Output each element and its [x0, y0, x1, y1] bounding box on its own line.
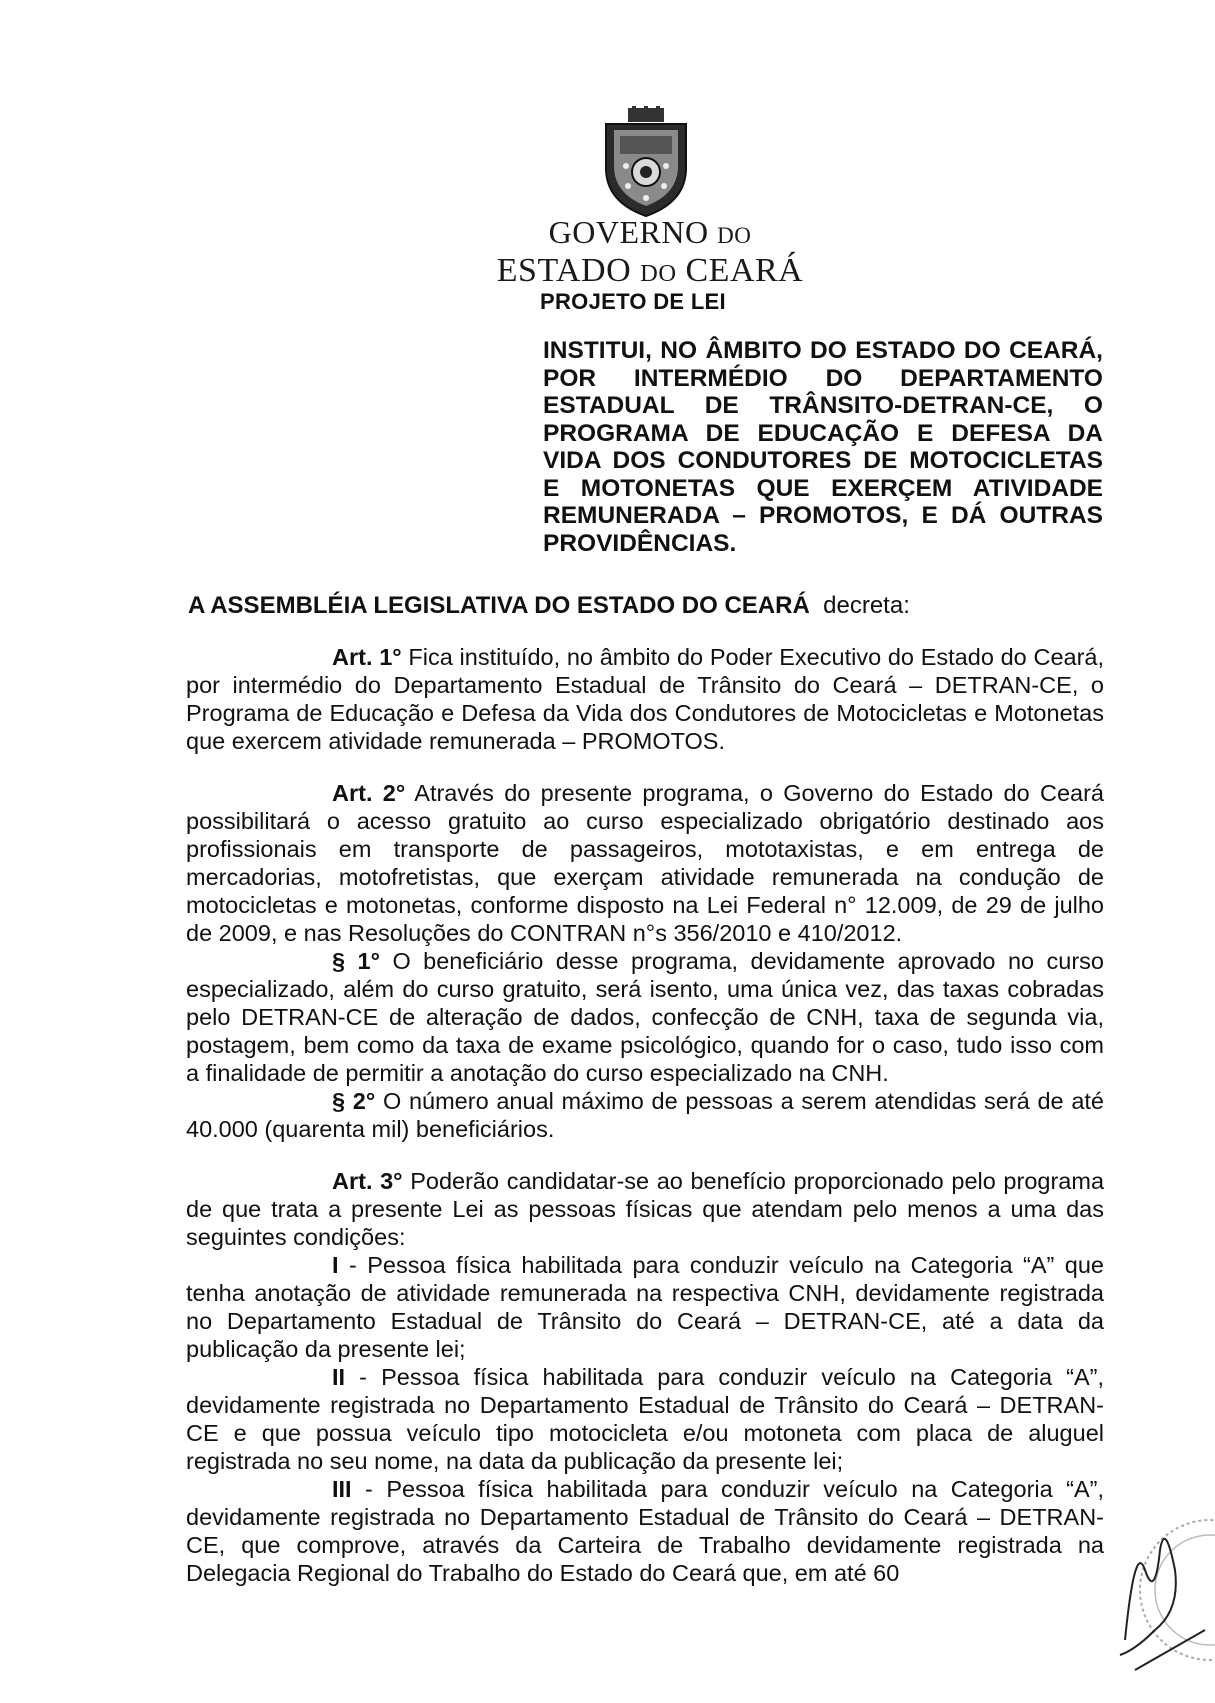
article-3-item-ii: II - Pessoa física habilitada para conduzir veículo na Categoria “A”, devidamente registrada no Departamento Estadual de Trânsito do Ceará – DETRAN-CE e que possua veículo tipo motocicleta e/ou motoneta com placa de aluguel registrada no seu nome, na data da publicação da presente lei;: [186, 1364, 1104, 1474]
article-1: Art. 1° Fica instituído, no âmbito do Poder Executivo do Estado do Ceará, por intermédio do Departamento Estadual de Trânsito do Ceará – DETRAN-CE, o Programa de Educação e Defesa da Vida dos Condutores de Motocicletas e Motonetas que exercem atividade remunerada – PROMOTOS.: [186, 644, 1105, 754]
handwritten-signature-icon: [1120, 1539, 1205, 1670]
law-body: [186, 643, 1104, 1587]
article-3-item-iii: III - Pessoa física habilitada para conduzir veículo na Categoria “A”, devidamente registrada no Departamento Estadual de Trânsito do Ceará – DETRAN-CE, que comprove, através da Carteira de Trabalho devidamente registrada na Delegacia Regional do Trabalho do Estado do Ceará que, em até 60: [186, 1476, 1104, 1586]
article-3-item-i: I - Pessoa física habilitada para conduzir veículo na Categoria “A” que tenha anotação de atividade remunerada na respectiva CNH, devidamente registrada no Departamento Estadual de Trânsito do Ceará – DETRAN-CE, até a data da publicação da presente lei;: [186, 1252, 1105, 1362]
government-title-line2: ESTADO DO CEARÁ: [496, 252, 804, 289]
article-2-paragraph-1: § 1° O beneficiário desse programa, devidamente aprovado no curso especializado, além do curso gratuito, será isento, uma única vez, das taxas cobradas pelo DETRAN-CE de alteração de dados, confecção de CNH, taxa de segunda via, postagem, bem como da taxa de exame psicológico, quando for o caso, tudo isso com a finalidade de permitir a anotação do curso especializado na CNH.: [186, 948, 1104, 1086]
article-2: Art. 2° Através do presente programa, o Governo do Estado do Ceará possibilitará o acesso gratuito ao curso especializado obrigatório destinado aos profissionais em transporte de passageiros, mototaxistas, e em entrega de mercadorias, motofretistas, que exerçam atividade remunerada na condução de motocicletas e motonetas, conforme disposto na Lei Federal n° 12.009, de 29 de julho de 2009, e nas Resoluções do CONTRAN n°s 356/2010 e 410/2012.: [186, 780, 1105, 946]
official-seal-stamp-icon: [1115, 1480, 1215, 1680]
ceara-coat-of-arms-icon: [598, 106, 694, 218]
enacting-clause: A ASSEMBLÉIA LEGISLATIVA DO ESTADO DO CEARÁ decreta:: [188, 592, 910, 619]
article-2-paragraph-2: § 2° O número anual máximo de pessoas a serem atendidas será de até 40.000 (quarenta mil) beneficiários.: [186, 1088, 1104, 1142]
document-type: PROJETO DE LEI: [540, 289, 726, 314]
government-title-line1: GOVERNO DO: [548, 214, 752, 250]
ementa: INSTITUI, NO ÂMBITO DO ESTADO DO CEARÁ, POR INTERMÉDIO DO DEPARTAMENTO ESTADUAL DE TRÂNSITO-DETRAN-CE, O PROGRAMA DE EDUCAÇÃO E DEFESA DA VIDA DOS CONDUTORES DE MOTOCICLETAS E MOTONETAS QUE EXERÇEM ATIVIDADE REMUNERADA – PROMOTOS, E DÁ OUTRAS PROVIDÊNCIAS.: [543, 337, 1103, 557]
article-3: Art. 3° Poderão candidatar-se ao benefício proporcionado pelo programa de que trata a presente Lei as pessoas físicas que atendam pelo menos a uma das seguintes condições:: [186, 1168, 1105, 1250]
